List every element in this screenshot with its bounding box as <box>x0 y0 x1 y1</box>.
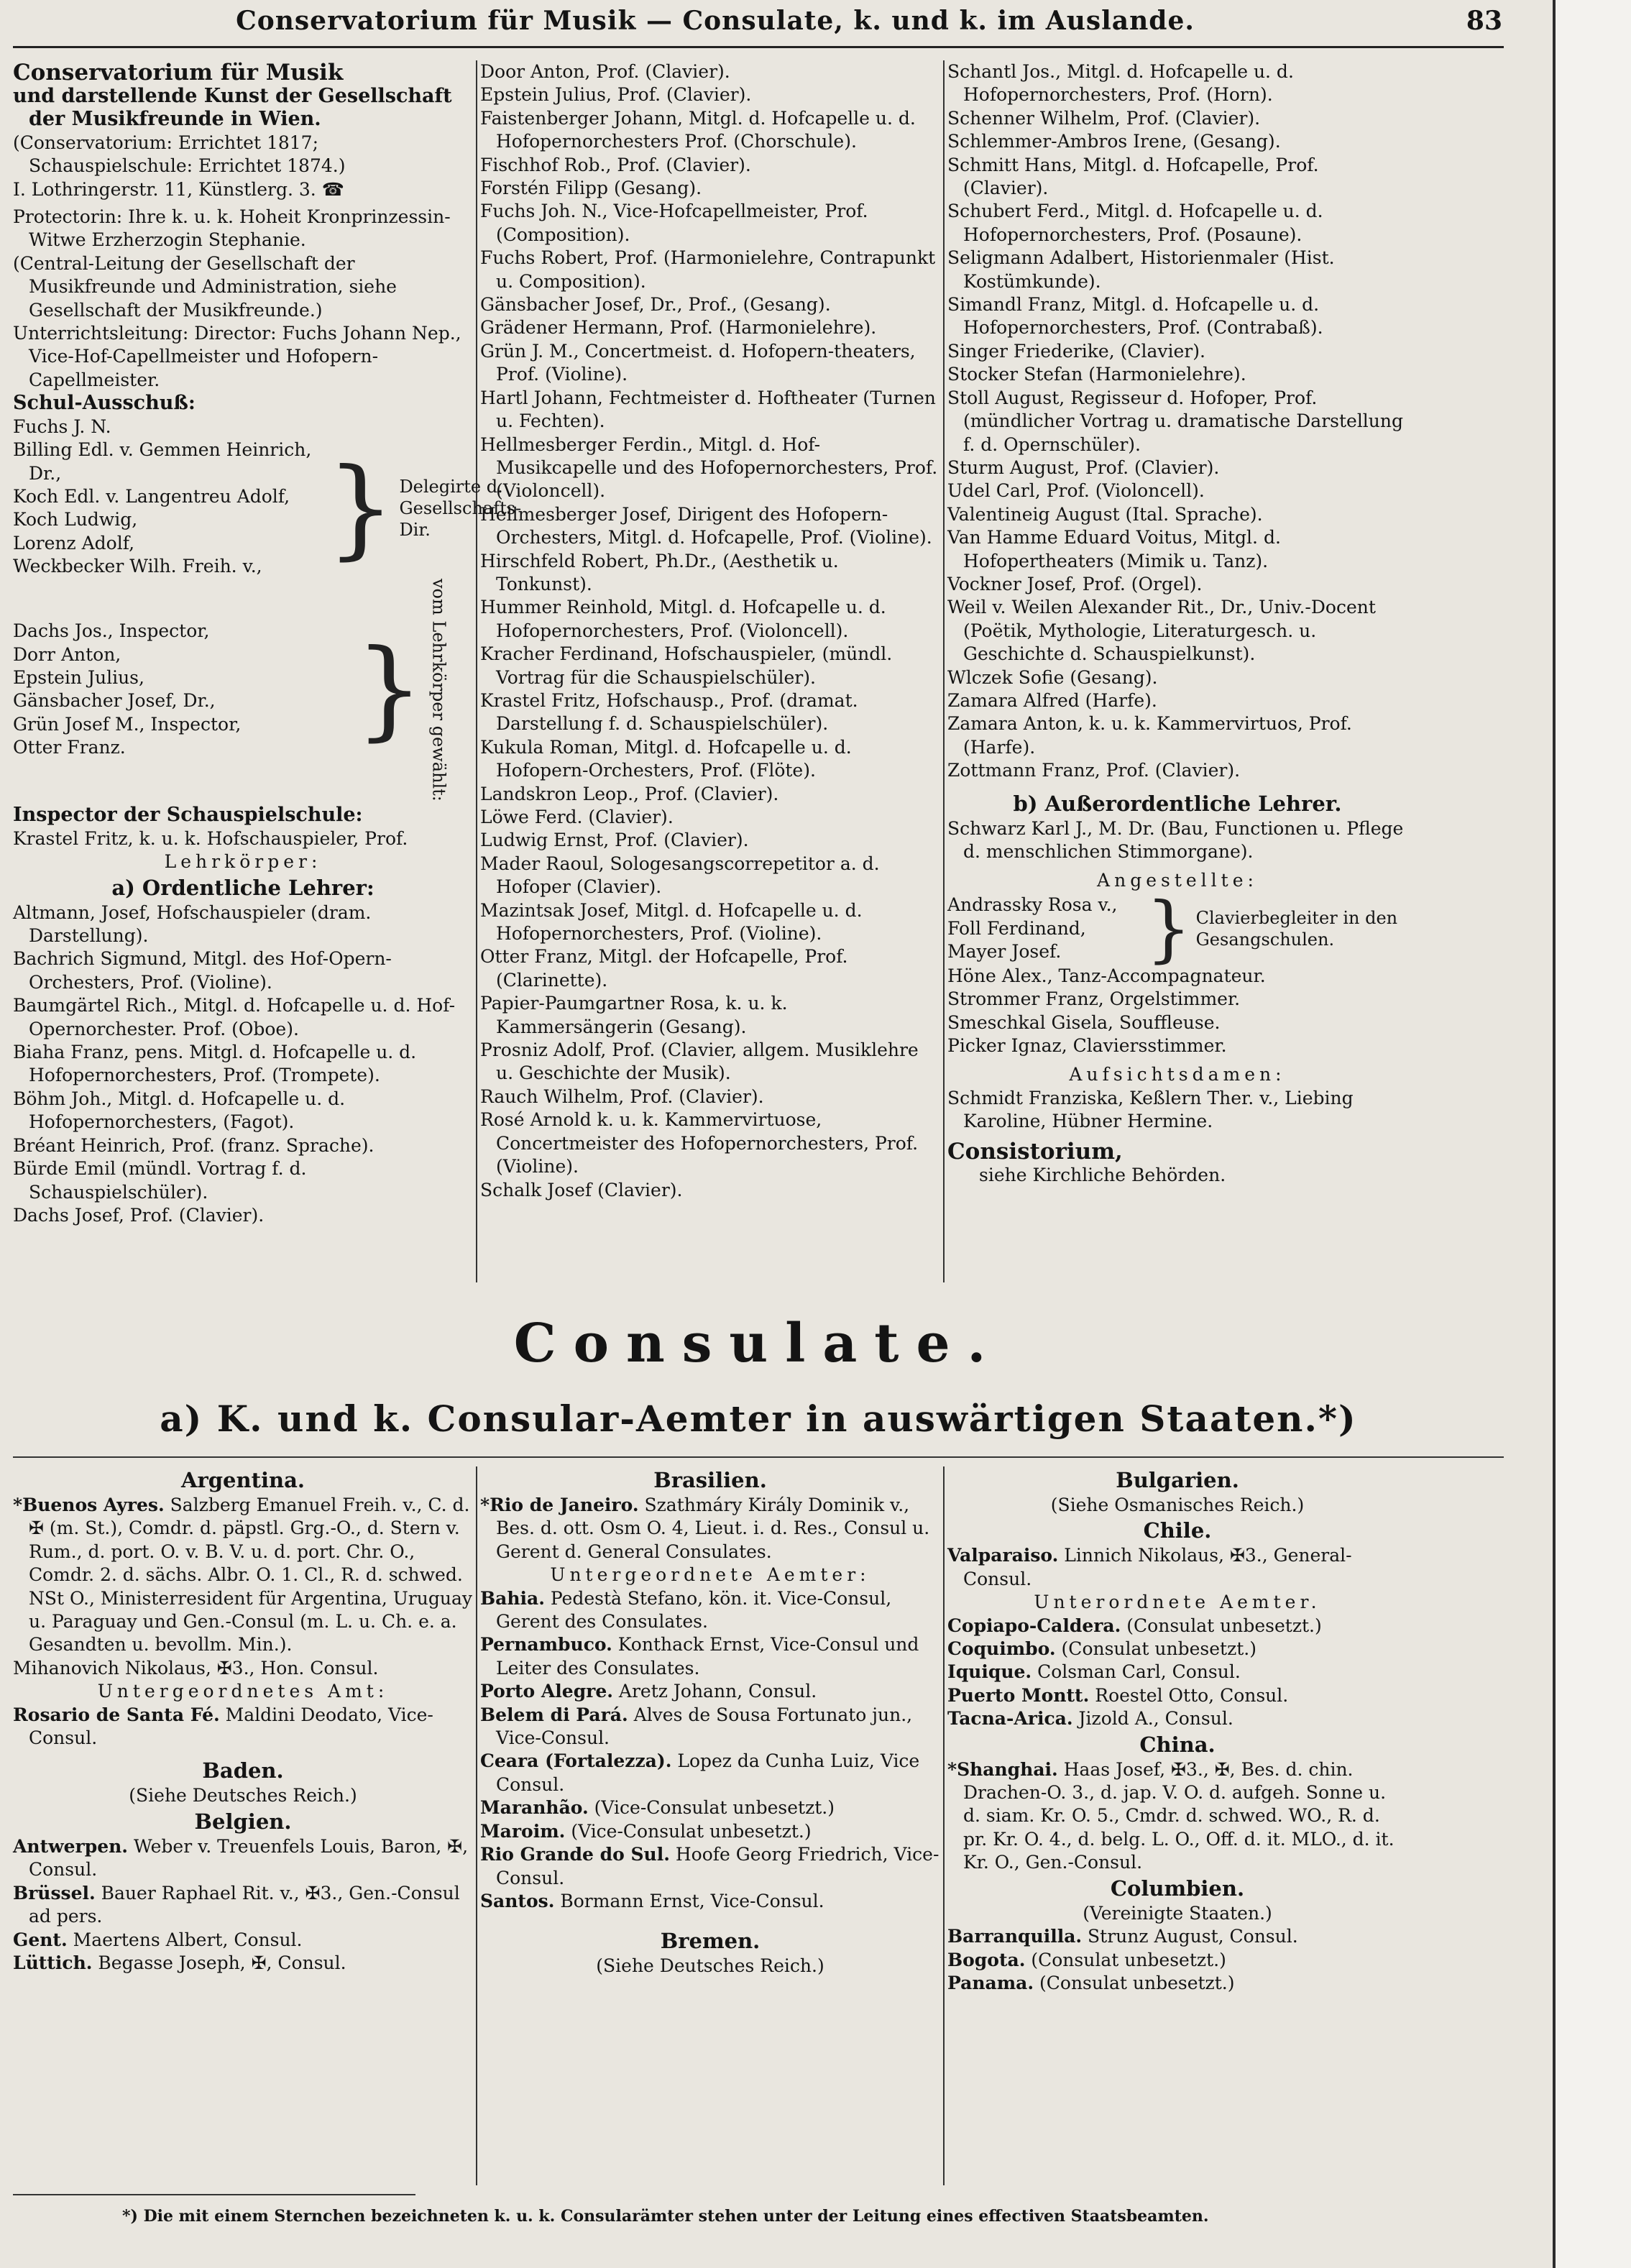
sub-office-heading: Unterordnete Aemter. <box>1034 1592 1321 1613</box>
consulate-details: (Consulat unbesetzt.) <box>1055 1638 1257 1660</box>
teacher-entry: Zamara Anton, k. u. k. Kammervirtuos, Prof. (Harfe). <box>947 713 1352 758</box>
teacher-entry: Krastel Fritz, Hofschausp., Prof. (dramat. Darstellung f. d. Schauspielschüler). <box>480 689 858 735</box>
middle-column <box>480 60 940 1202</box>
board-member: Otter Franz. <box>13 737 126 758</box>
teacher-entry: Fuchs Joh. N., Vice-Hofcapellmeister, Prof. (Composition). <box>480 201 868 245</box>
city-name: Coquimbo. <box>947 1638 1056 1660</box>
consulate-details: Bormann Ernst, Vice-Consul. <box>554 1890 824 1911</box>
address: I. Lothringerstr. 11, Künstlerg. 3. ☎ <box>13 178 344 200</box>
teacher-entry: Schwarz Karl J., M. Dr. (Bau, Functionen u. Pflege d. menschlichen Stimmorgane). <box>947 817 1404 862</box>
consulate-entry <box>480 1750 940 1796</box>
consulate-entry <box>947 1972 1407 1995</box>
city-name: Maranhão. <box>480 1797 589 1819</box>
section-rule <box>13 1456 1504 1458</box>
consulate-details: Begasse Joseph, ✠, Consul. <box>92 1952 346 1973</box>
consulate-entry <box>13 1835 473 1882</box>
header-rule <box>13 46 1504 48</box>
city-name: Panama. <box>947 1972 1034 1993</box>
teacher-entry: Vockner Josef, Prof. (Orgel). <box>947 573 1203 594</box>
right-column <box>947 60 1407 1187</box>
teacher-entry: Simandl Franz, Mitgl. d. Hofcapelle u. d. Hofopernorchesters, Prof. (Contrabaß). <box>947 294 1323 339</box>
country-heading: Baden. <box>202 1758 284 1783</box>
country-heading: China. <box>1139 1732 1216 1757</box>
group-note: vom Lehrkörper gewählt: <box>428 578 449 802</box>
consistory-ref: siehe Kirchliche Behörden. <box>979 1164 1226 1185</box>
consulate-details: Bauer Raphael Rit. v., ✠3., Gen.-Consul ad pers. <box>29 1882 460 1927</box>
teacher-entry: Schmitt Hans, Mitgl. d. Hofcapelle, Prof. (Clavier). <box>947 154 1319 199</box>
board-member: Grün Josef M., Inspector, <box>13 713 242 735</box>
city-name: Bogota. <box>947 1949 1026 1970</box>
teacher-entry: Kracher Ferdinand, Hofschauspieler, (mündl. Vortrag für die Schauspielschüler). <box>480 643 893 688</box>
board-member: Epstein Julius, <box>13 667 144 689</box>
inspector: Krastel Fritz, k. u. k. Hofschauspieler, Prof. <box>13 827 408 849</box>
ordinary-teachers-heading: a) Ordentliche Lehrer: <box>111 875 375 900</box>
teacher-entry: Van Hamme Eduard Voitus, Mitgl. d. Hofopertheaters (Mimik u. Tanz). <box>947 527 1281 571</box>
central-administration: (Central-Leitung der Gesellschaft der Musikfreunde und Administration, siehe Gesellschaft der Musikfreunde.) <box>13 252 397 321</box>
consulate-details: Linnich Nikolaus, ✠3., General-Consul. <box>963 1545 1352 1589</box>
teacher-entry: Bréant Heinrich, Prof. (franz. Sprache). <box>13 1134 375 1156</box>
teacher-entry: Forstén Filipp (Gesang). <box>480 178 702 199</box>
teacher-entry: Hellmesberger Ferdin., Mitgl. d. Hof-Musikcapelle und des Hofopernorchesters, Prof. (Violoncell). <box>480 433 938 502</box>
consulate-entry <box>947 1638 1407 1661</box>
consulate-details: Maldini Deodato, Vice-Consul. <box>29 1704 433 1749</box>
employee-entry: Picker Ignaz, Claviersstimmer. <box>947 1035 1227 1057</box>
teacher-entry: Stocker Stefan (Harmonielehre). <box>947 364 1246 385</box>
column-divider <box>943 1466 945 2185</box>
teacher-entry: Baumgärtel Rich., Mitgl. d. Hofcapelle u. d. Hof-Opernorchester. Prof. (Oboe). <box>13 995 456 1039</box>
teacher-entry: Kukula Roman, Mitgl. d. Hofcapelle u. d. Hofopern-Orchesters, Prof. (Flöte). <box>480 736 852 781</box>
consulate-details: (Vice-Consulat unbesetzt.) <box>588 1797 835 1819</box>
teacher-entry: Schubert Ferd., Mitgl. d. Hofcapelle u. d. Hofopernorchesters, Prof. (Posaune). <box>947 201 1323 245</box>
city-name: Iquique. <box>947 1661 1032 1683</box>
consulate-details: Weber v. Treuenfels Louis, Baron, ✠, Consul. <box>29 1835 469 1881</box>
city-name: Brüssel. <box>13 1882 96 1904</box>
consulate-details: Maertens Albert, Consul. <box>67 1929 303 1950</box>
running-head <box>43 6 1502 49</box>
employee-entry: Foll Ferdinand, <box>947 917 1086 939</box>
teacher-entry: Fuchs Robert, Prof. (Harmonielehre, Contrapunkt u. Composition). <box>480 247 936 292</box>
city-name: Porto Alegre. <box>480 1681 613 1702</box>
staff-heading: Lehrkörper: <box>164 851 322 873</box>
employee-entry: Strommer Franz, Orgelstimmer. <box>947 988 1241 1010</box>
country-ref: (Siehe Deutsches Reich.) <box>596 1955 824 1977</box>
teacher-entry: Hummer Reinhold, Mitgl. d. Hofcapelle u. d. Hofopernorchesters, Prof. (Violoncell). <box>480 597 886 641</box>
city-name: Santos. <box>480 1890 555 1911</box>
teacher-entry: Zamara Alfred (Harfe). <box>947 689 1157 711</box>
consulate-entry <box>947 1544 1407 1591</box>
teacher-entry: Schlemmer-Ambros Irene, (Gesang). <box>947 131 1281 152</box>
board-member: Lorenz Adolf, <box>13 532 135 554</box>
consulate-left-column <box>13 1466 473 1975</box>
city-name: Rosario de Santa Fé. <box>13 1704 220 1725</box>
consulate-details: Haas Josef, ✠3., ✠, Bes. d. chin. Drachen-O. 3., d. jap. V. O. d. aufgeh. Sonne u. d. siam. Kr. O. 5., Cmdr. d. schwed. WO., R. d. pr. Kr. O. 4., d. belg. L. O., Off. d. it. MLO., d. it. Kr. O., Gen.-Consul. <box>963 1758 1395 1873</box>
consulate-entry <box>13 1952 473 1975</box>
board-member: Koch Edl. v. Langentreu Adolf, <box>13 485 290 507</box>
consulate-entry <box>947 1661 1407 1684</box>
teacher-entry: Stoll August, Regisseur d. Hofoper, Prof. (mündlicher Vortrag u. dramatische Darstellung f. d. Opernschüler). <box>947 387 1404 455</box>
city-name: Copiapo-Caldera. <box>947 1615 1121 1636</box>
consulate-entry <box>480 1796 940 1819</box>
country-heading: Belgien. <box>194 1809 292 1834</box>
board-member: Dachs Jos., Inspector, <box>13 620 210 642</box>
sub-office-heading: Untergeordnetes Amt: <box>97 1681 389 1702</box>
country-heading: Chile. <box>1143 1518 1212 1543</box>
running-title: Conservatorium für Musik — Consulate, k. und k. im Auslande. <box>236 6 1195 36</box>
teacher-entry: Zottmann Franz, Prof. (Clavier). <box>947 760 1241 781</box>
consulate-entry <box>480 1587 940 1634</box>
city-name: *Shanghai. <box>947 1758 1058 1780</box>
consulate-details: (Consulat unbesetzt.) <box>1121 1615 1322 1636</box>
city-name: Bahia. <box>480 1587 545 1609</box>
group-note: Clavierbegleiter in den Gesangschulen. <box>1195 907 1398 950</box>
consulate-details: Salzberg Emanuel Freih. v., C. d. ✠ (m. St.), Comdr. d. päpstl. Grg.-O., d. Stern v. Rum., d. port. O. v. B. V. u. d. port. Chr. O., Comdr. 2. d. sächs. Albr. O. 1. Cl., R. d. schwed. NSt O., Ministerresident für Argentina, Uruguay u. Paraguay und Gen.-Consul (m. L. u. Ch. e. a. Gesandten u. bevollm. Min.). <box>29 1495 472 1656</box>
consulate-details: Alves de Sousa Fortunato jun., Vice-Consul. <box>496 1704 913 1749</box>
board-member: Gänsbacher Josef, Dr., <box>13 690 216 712</box>
city-name: Antwerpen. <box>13 1835 128 1857</box>
city-name: *Rio de Janeiro. <box>480 1495 639 1515</box>
city-name: Barranquilla. <box>947 1926 1083 1947</box>
brace: } <box>355 627 424 753</box>
employee-entry: Andrassky Rosa v., <box>947 894 1118 916</box>
consulate-details: Szathmáry Király Dominik v., Bes. d. ott. Osm O. 4, Lieut. i. d. Res., Consul u. Gerent d. General Consulates. <box>496 1495 930 1562</box>
teacher-entry: Prosniz Adolf, Prof. (Clavier, allgem. Musiklehre u. Geschichte der Musik). <box>480 1039 919 1084</box>
consulate-details: Hoofe Georg Friedrich, Vice-Consul. <box>496 1844 939 1888</box>
teacher-entry: Otter Franz, Mitgl. der Hofcapelle, Prof. (Clarinette). <box>480 946 848 991</box>
consulate-right-column <box>947 1466 1407 1995</box>
teacher-entry: Udel Carl, Prof. (Violoncell). <box>947 480 1205 502</box>
inspector-heading: Inspector der Schauspielschule: <box>13 804 363 827</box>
consulate-details: (Consulat unbesetzt.) <box>1025 1949 1226 1970</box>
country-heading: Bremen. <box>660 1929 761 1954</box>
country-ref: (Siehe Osmanisches Reich.) <box>1050 1495 1305 1515</box>
consulate-details: Lopez da Cunha Luiz, Vice Consul. <box>496 1750 920 1795</box>
consulate-entry <box>480 1633 940 1680</box>
board-member: Billing Edl. v. Gemmen Heinrich, Dr., <box>13 439 312 484</box>
teacher-entry: Mazintsak Josef, Mitgl. d. Hofcapelle u. d. Hofopernorchesters, Prof. (Violine). <box>480 899 863 945</box>
board-member: Koch Ludwig, <box>13 509 138 531</box>
teacher-entry: Hellmesberger Josef, Dirigent des Hofopern-Orchesters, Mitgl. d. Hofcapelle, Prof. (Violine). <box>480 503 932 548</box>
supervisors: Schmidt Franziska, Keßlern Ther. v., Liebing Karoline, Hübner Hermine. <box>947 1087 1354 1132</box>
consulate-details: Roestel Otto, Consul. <box>1089 1684 1289 1706</box>
city-name: Ceara (Fortalezza). <box>480 1750 672 1772</box>
employees-heading: Angestellte: <box>1097 870 1258 891</box>
teacher-entry: Landskron Leop., Prof. (Clavier). <box>480 783 779 804</box>
teacher-entry: Böhm Joh., Mitgl. d. Hofcapelle u. d. Hofopernorchesters, (Fagot). <box>13 1088 346 1133</box>
consulate-entry <box>480 1890 940 1913</box>
country-ref: (Vereinigte Staaten.) <box>1083 1902 1272 1924</box>
consulate-entry <box>13 1882 473 1929</box>
teacher-entry: Löwe Ferd. (Clavier). <box>480 807 674 827</box>
consulate-details: Pedestà Stefano, kön. it. Vice-Consul, Gerent des Consulates. <box>496 1587 892 1633</box>
board-member: Dorr Anton, <box>13 643 121 665</box>
city-name: Pernambuco. <box>480 1634 612 1656</box>
consulate-entry <box>480 1494 940 1564</box>
protector: Protectorin: Ihre k. u. k. Hoheit Kronprinzessin-Witwe Erzherzogin Stephanie. <box>13 206 451 251</box>
country-heading: Argentina. <box>181 1468 305 1492</box>
page-edge <box>1553 0 1631 2268</box>
consulate-entry <box>947 1949 1407 1972</box>
employee-entry: Höne Alex., Tanz-Accompagnateur. <box>947 965 1266 986</box>
board-group-elected <box>13 579 473 802</box>
teacher-entry: Valentineig August (Ital. Sprache). <box>947 503 1263 525</box>
city-name: Tacna-Arica. <box>947 1708 1073 1730</box>
column-divider <box>943 60 945 1282</box>
conservatorium-heading: Conservatorium für Musik <box>13 60 344 86</box>
teacher-entry: Weil v. Weilen Alexander Rit., Dr., Univ.-Docent (Poëtik, Mythologie, Literaturgesch. u. Geschichte d. Schauspielkunst). <box>947 597 1376 665</box>
teacher-entry: Epstein Julius, Prof. (Clavier). <box>480 84 752 106</box>
employee-entry: Smeschkal Gisela, Souffleuse. <box>947 1011 1221 1033</box>
city-name: *Buenos Ayres. <box>13 1495 165 1515</box>
teacher-entry: Schantl Jos., Mitgl. d. Hofcapelle u. d. Hofopernorchesters, Prof. (Horn). <box>947 61 1294 106</box>
teacher-entry: Rosé Arnold k. u. k. Kammervirtuose, Concertmeister des Hofopernorchesters, Prof. (Violine). <box>480 1109 919 1177</box>
consulate-subtitle: a) K. und k. Consular-Aemter in auswärtigen Staaten.*) <box>160 1397 1357 1440</box>
consulate-entry <box>947 1925 1407 1948</box>
city-name: Belem di Pará. <box>480 1704 628 1725</box>
teacher-entry: Grädener Hermann, Prof. (Harmonielehre). <box>480 317 877 339</box>
board-group-delegates <box>13 439 522 578</box>
consulate-details: Colsman Carl, Consul. <box>1032 1661 1241 1683</box>
consulate-entry: Mihanovich Nikolaus, ✠3., Hon. Consul. <box>13 1657 379 1679</box>
column-divider <box>476 1466 477 2185</box>
consulate-entry <box>947 1615 1407 1638</box>
teacher-entry: Rauch Wilhelm, Prof. (Clavier). <box>480 1085 764 1107</box>
teacher-entry: Ludwig Ernst, Prof. (Clavier). <box>480 830 749 851</box>
city-name: Puerto Montt. <box>947 1684 1090 1706</box>
brace: } <box>326 446 395 571</box>
teacher-entry: Dachs Josef, Prof. (Clavier). <box>13 1204 265 1226</box>
teacher-entry: Schenner Wilhelm, Prof. (Clavier). <box>947 107 1261 129</box>
teacher-entry: Biaha Franz, pens. Mitgl. d. Hofcapelle u. d. Hofopernorchesters, Prof. (Trompete). <box>13 1042 417 1086</box>
city-name: Rio Grande do Sul. <box>480 1844 670 1865</box>
teacher-entry: Singer Friederike, (Clavier). <box>947 340 1205 362</box>
page-number: 83 <box>1466 6 1502 36</box>
consulate-entry <box>480 1680 940 1703</box>
consulate-entry <box>947 1758 1407 1875</box>
consulate-middle-column <box>480 1466 940 1978</box>
consulate-details: Konthack Ernst, Vice-Consul und Leiter des Consulates. <box>496 1634 919 1679</box>
teacher-entry: Gänsbacher Josef, Dr., Prof., (Gesang). <box>480 294 831 316</box>
consulate-entry <box>480 1704 940 1750</box>
teacher-entry: Sturm August, Prof. (Clavier). <box>947 456 1220 478</box>
city-name: Maroim. <box>480 1820 566 1842</box>
teacher-entry: Faistenberger Johann, Mitgl. d. Hofcapelle u. d. Hofopernorchesters Prof. (Chorschule). <box>480 107 916 152</box>
consulate-entry <box>13 1494 473 1657</box>
accompanists-group <box>947 886 1407 970</box>
country-heading: Columbien. <box>1110 1876 1245 1901</box>
consulate-details: Aretz Johann, Consul. <box>612 1681 817 1702</box>
conservatorium-heading-cont: und darstellende Kunst der Gesellschaft der Musikfreunde in Wien. <box>13 85 452 131</box>
consulate-details: (Consulat unbesetzt.) <box>1034 1972 1235 1993</box>
group-note: Delegirte d. Gesellschafts-Dir. <box>399 477 522 541</box>
city-name: Gent. <box>13 1929 68 1950</box>
left-column <box>13 60 522 1227</box>
country-heading: Brasilien. <box>653 1468 767 1492</box>
teacher-entry: Papier-Paumgartner Rosa, k. u. k. Kammersängerin (Gesang). <box>480 993 788 1037</box>
school-board-heading: Schul-Ausschuß: <box>13 392 196 415</box>
consulate-entry <box>13 1704 473 1750</box>
consulate-details: Strunz August, Consul. <box>1082 1926 1298 1947</box>
consulate-entry <box>480 1820 940 1843</box>
founding-note: (Conservatorium: Errichtet 1817; Schauspielschule: Errichtet 1874.) <box>13 132 346 177</box>
board-member: Weckbecker Wilh. Freih. v., <box>13 556 262 577</box>
board-member: Fuchs J. N. <box>13 416 111 437</box>
teacher-entry: Grün J. M., Concertmeist. d. Hofopern-theaters, Prof. (Violine). <box>480 340 916 385</box>
teacher-entry: Door Anton, Prof. (Clavier). <box>480 61 730 82</box>
teacher-entry: Hartl Johann, Fechtmeister d. Hoftheater (Turnen u. Fechten). <box>480 387 936 432</box>
consulate-entry <box>13 1929 473 1952</box>
teacher-entry: Mader Raoul, Sologesangscorrepetitor a. d. Hofoper (Clavier). <box>480 853 880 898</box>
teacher-entry: Hirschfeld Robert, Ph.Dr., (Aesthetik u. Tonkunst). <box>480 550 839 594</box>
column-divider <box>476 60 477 1282</box>
teacher-entry: Wlczek Sofie (Gesang). <box>947 666 1158 688</box>
teacher-entry: Fischhof Rob., Prof. (Clavier). <box>480 154 751 175</box>
footnote: *) Die mit einem Sternchen bezeichneten k. u. k. Consularämter stehen unter der Leitung eines effectiven Staatsbeamten. <box>122 2207 1209 2226</box>
footnote-rule <box>13 2194 415 2195</box>
teacher-entry: Seligmann Adalbert, Historienmaler (Hist. Kostümkunde). <box>947 247 1335 292</box>
brace: } <box>1146 886 1192 970</box>
employee-entry: Mayer Josef. <box>947 941 1062 963</box>
city-name: Valparaiso. <box>947 1545 1059 1566</box>
consulate-entry <box>480 1843 940 1890</box>
teaching-direction: Unterrichtsleitung: Director: Fuchs Johann Nep., Vice-Hof-Capellmeister und Hofopern-Capellmeister. <box>13 323 461 390</box>
teacher-entry: Bachrich Sigmund, Mitgl. des Hof-Opern-Orchesters, Prof. (Violine). <box>13 948 392 993</box>
sub-office-heading: Untergeordnete Aemter: <box>550 1564 870 1586</box>
city-name: Lüttich. <box>13 1952 93 1973</box>
consulate-details: (Vice-Consulat unbesetzt.) <box>565 1820 812 1842</box>
consulate-entry <box>947 1684 1407 1707</box>
consulate-entry <box>947 1707 1407 1730</box>
teacher-entry: Altmann, Josef, Hofschauspieler (dram. Darstellung). <box>13 901 372 947</box>
consulate-details: Jizold A., Consul. <box>1072 1708 1233 1730</box>
consistory-heading: Consistorium, <box>947 1138 1123 1165</box>
consulate-title: Consulate. <box>513 1313 1003 1374</box>
country-heading: Bulgarien. <box>1116 1468 1239 1492</box>
extraordinary-teachers-heading: b) Außerordentliche Lehrer. <box>1013 791 1342 816</box>
teacher-entry: Schalk Josef (Clavier). <box>480 1179 683 1200</box>
teacher-entry: Bürde Emil (mündl. Vortrag f. d. Schauspielschüler). <box>13 1158 307 1203</box>
supervisors-heading: Aufsichtsdamen: <box>1069 1064 1286 1085</box>
country-ref: (Siehe Deutsches Reich.) <box>129 1785 357 1806</box>
